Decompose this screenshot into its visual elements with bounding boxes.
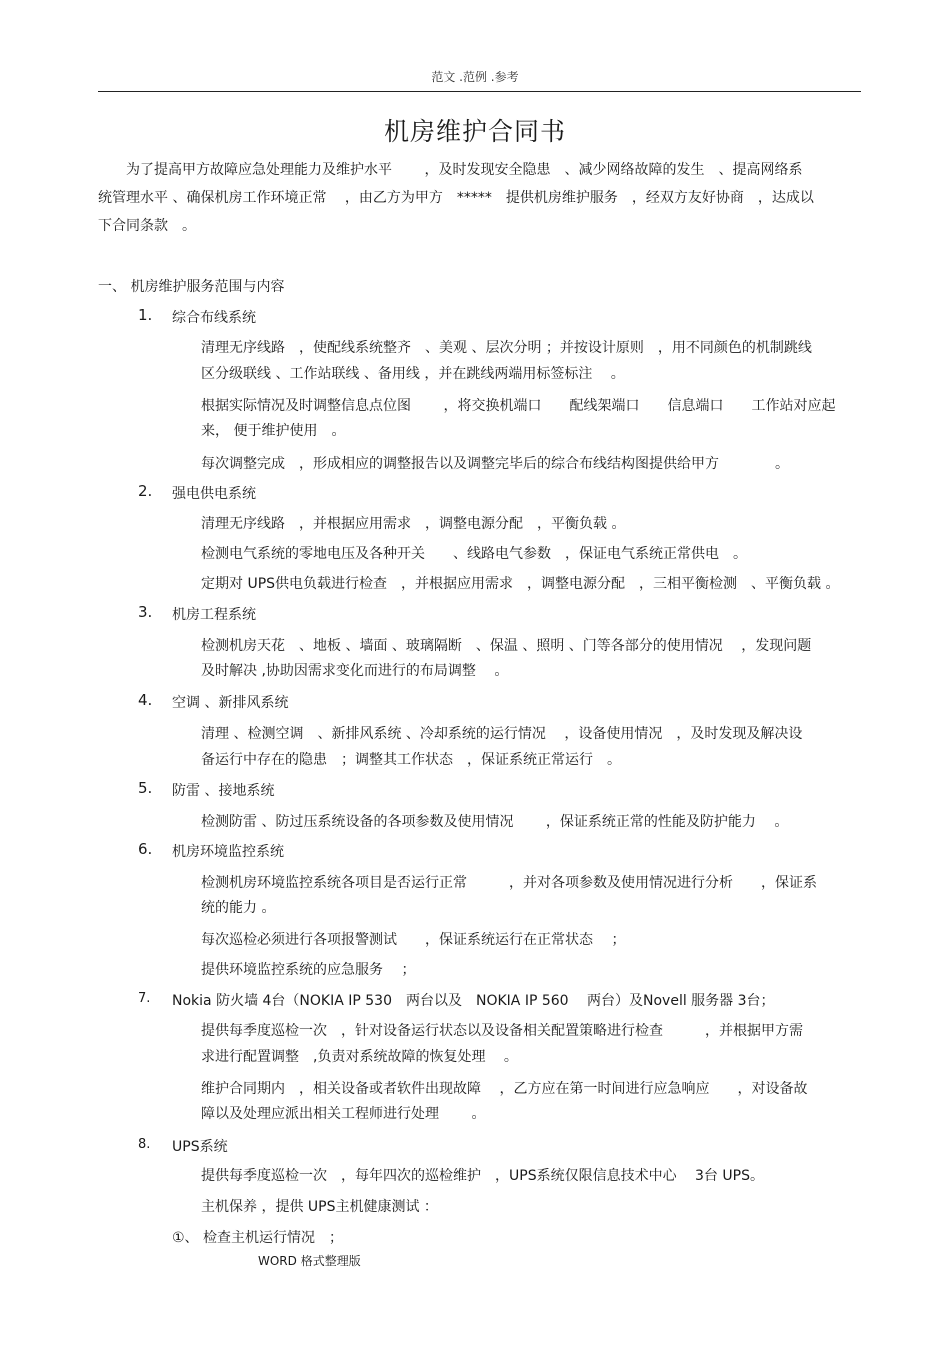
item-text: 检测机房环境监控系统各项目是否运行正常 ，并对各项参数及使用情况进行分析 ，保证系 [201,875,817,891]
item-number: 5. [138,779,153,797]
item-text: 检测电气系统的零地电压及各种开关 、线路电气参数 ，保证电气系统正常供电 。 [201,546,747,562]
item-title: 强电供电系统 [172,486,256,502]
item-text: 备运行中存在的隐患 ；调整其工作状态 ，保证系统正常运行 。 [201,752,621,768]
item-title: 防雷 、接地系统 [172,783,275,799]
item-number: 3. [138,603,153,621]
document-title: 机房维护合同书 [383,117,566,146]
sub-item: ①、 检查主机运行情况 ； [172,1230,344,1246]
item-title: 综合布线系统 [172,310,256,326]
item-number: 2. [138,482,153,500]
item-text: 提供环境监控系统的应急服务 ； [201,962,416,978]
item-text: 及时解决 ,协助因需求变化而进行的布局调整 。 [201,663,509,679]
item-text: 清理无序线路 ，并根据应用需求 ，调整电源分配 ，平衡负载 。 [201,516,626,532]
item-text: 障以及处理应派出相关工程师进行处理 。 [201,1106,486,1122]
item-title: 机房工程系统 [172,607,256,623]
item-title: Nokia 防火墙 4台（NOKIA IP 530 两台以及 NOKIA IP 560 两台）及Novell 服务器 3台； [172,993,775,1009]
page-header: 范文 .范例 .参考 [431,70,519,84]
item-number: 4. [138,691,153,709]
item-text: 定期对 UPS供电负载进行检查 ，并根据应用需求 ，调整电源分配 ，三相平衡检测 、平衡负载 。 [201,576,840,592]
item-text: 检测机房天花 、地板 、墙面 、玻璃隔断 、保温 、照明 、门等各部分的使用情况 ，发现问题 [201,638,812,654]
header-rule [98,91,861,92]
item-title: 机房环境监控系统 [172,844,284,860]
item-number: 8. [138,1137,151,1152]
item-title: UPS系统 [172,1139,228,1155]
item-number: 6. [138,840,153,858]
item-number: 7. [138,991,151,1006]
intro-line: 下合同条款 。 [98,218,196,234]
intro-line: 统管理水平 、确保机房工作环境正常 ，由乙方为甲方 ***** 提供机房维护服务 ，经双方友好协商 ，达成以 [98,190,814,206]
item-text: 根据实际情况及时调整信息点位图 ，将交换机端口 配线架端口 信息端口 工作站对应起 [201,398,836,414]
intro-line: 为了提高甲方故障应急处理能力及维护水平 ，及时发现安全隐患 、减少网络故障的发生 、提高网络系 [126,162,803,178]
item-text: 主机保养 ，提供 UPS主机健康测试 ： [201,1199,438,1215]
item-text: 检测防雷 、防过压系统设备的各项参数及使用情况 ，保证系统正常的性能及防护能力 。 [201,814,789,830]
item-text: 每次调整完成 ，形成相应的调整报告以及调整完毕后的综合布线结构图提供给甲方 。 [201,456,789,472]
section-heading: 一、 机房维护服务范围与内容 [98,279,285,295]
item-text: 区分级联线 、工作站联线 、备用线 ，并在跳线两端用标签标注 。 [201,366,625,382]
item-text: 维护合同期内 ，相关设备或者软件出现故障 ，乙方应在第一时间进行应急响应 ，对设备故 [201,1081,808,1097]
item-text: 提供每季度巡检一次 ，针对设备运行状态以及设备相关配置策略进行检查 ，并根据甲方需 [201,1023,803,1039]
intro-paragraph [98,156,868,240]
item-text: 求进行配置调整 ,负责对系统故障的恢复处理 。 [201,1049,518,1065]
item-text: 每次巡检必须进行各项报警测试 ，保证系统运行在正常状态 ； [201,932,626,948]
page-footer: WORD 格式整理版 [258,1254,361,1268]
item-text: 统的能力 。 [201,900,276,916]
item-text: 清理 、检测空调 、新排风系统 、冷却系统的运行情况 ，设备使用情况 ，及时发现及解决设 [201,726,803,742]
item-text: 提供每季度巡检一次 ，每年四次的巡检维护 ，UPS系统仅限信息技术中心 3台 UPS。 [201,1168,764,1184]
item-text: 来， 便于维护使用 。 [201,423,346,439]
item-number: 1. [138,306,153,324]
item-text: 清理无序线路 ，使配线系统整齐 、美观 、层次分明 ；并按设计原则 ，用不同颜色的机制跳线 [201,340,812,356]
item-title: 空调 、新排风系统 [172,695,289,711]
